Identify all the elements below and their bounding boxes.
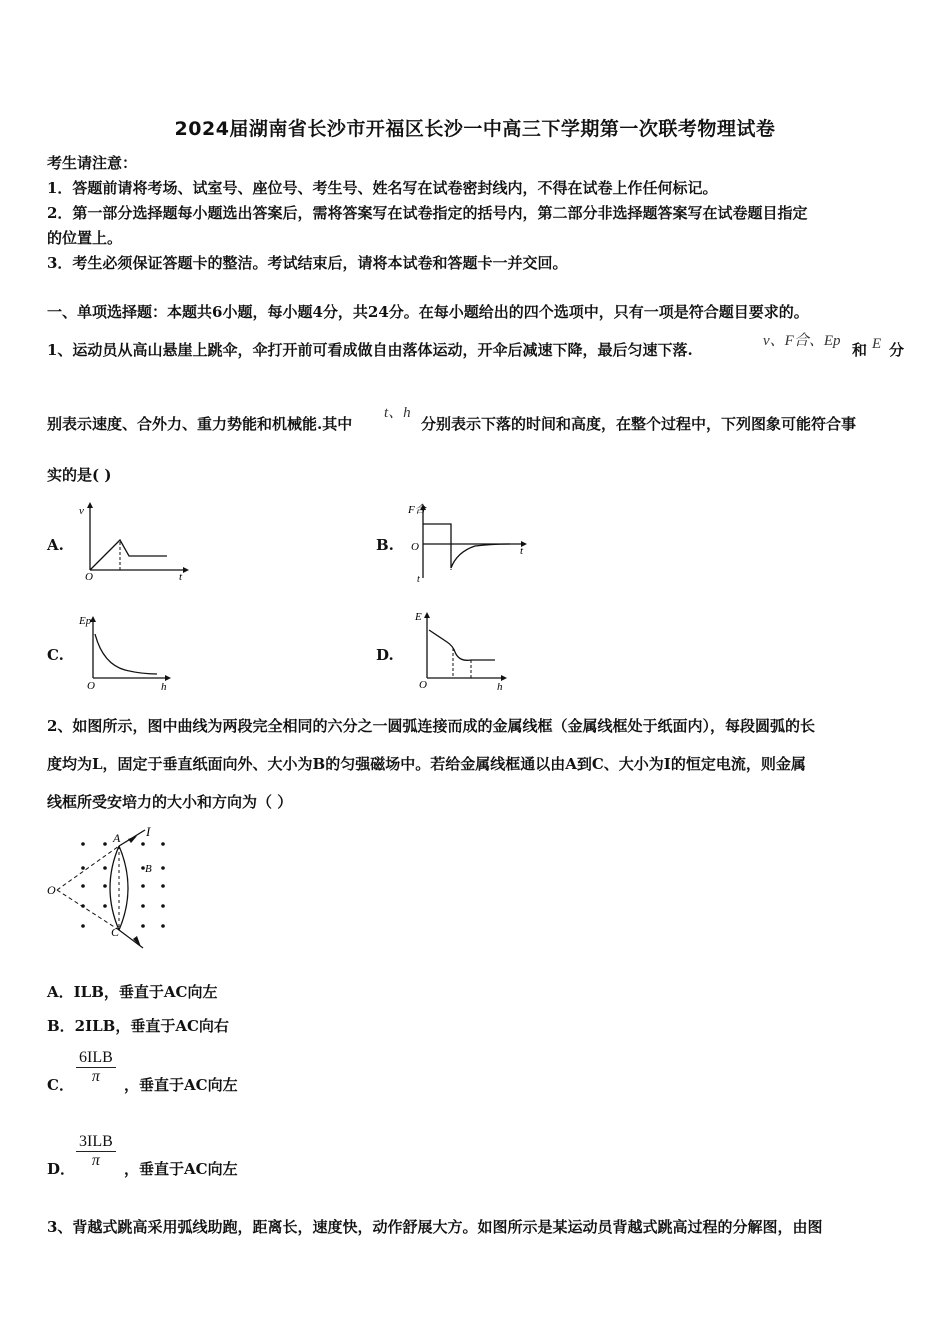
q1-line-2b: 分别表示下落的时间和高度，在整个过程中，下列图象可能符合事 <box>421 415 857 433</box>
graph-d <box>405 606 525 694</box>
graph-d-ylabel: E <box>415 611 422 623</box>
q2-option-c-tail: ，垂直于AC向左 <box>124 1076 238 1094</box>
graph-b-origin: O <box>411 541 419 553</box>
q1-line-2a: 别表示速度、合外力、重力势能和机械能.其中 <box>47 415 353 433</box>
graph-c-origin: O <box>87 680 95 692</box>
q2-option-a: A．ILB，垂直于AC向左 <box>47 983 218 1001</box>
graph-b-neg-label: t <box>417 574 420 585</box>
q2-line-1: 2、如图所示，图中曲线为两段完全相同的六分之一圆弧连接而成的金属线框（金属线框处于纸面内），每段圆弧的长 <box>47 717 815 735</box>
q2-option-c-label: C． <box>47 1076 74 1094</box>
q2-option-d-tail: ，垂直于AC向左 <box>124 1160 238 1178</box>
q2-option-d-den: π <box>91 1152 100 1169</box>
notice-item-2-cont: 的位置上。 <box>47 229 123 247</box>
graph-b <box>405 498 535 588</box>
graph-a-origin: O <box>85 571 93 583</box>
q1-option-b-label: B. <box>376 536 394 554</box>
q2-fig-i: I <box>146 824 151 839</box>
graph-a <box>75 500 195 585</box>
q2-line-3: 线框所受安培力的大小和方向为（ ） <box>47 793 293 811</box>
q1-line-3: 实的是( ) <box>47 466 112 484</box>
notice-item-1: 1．答题前请将考场、试室号、座位号、考生号、姓名写在试卷密封线内，不得在试卷上作任何标记。 <box>47 179 718 197</box>
q1-option-d-label: D. <box>376 646 394 664</box>
graph-c-xlabel: h <box>161 681 167 693</box>
q2-fig-c: C <box>111 925 120 939</box>
q2-line-2: 度均为L，固定于垂直纸面向外、大小为B的匀强磁场中。若给金属线框通以由A到C、大小为I的恒定电流，则金属 <box>47 755 806 773</box>
q2-option-c-den: π <box>91 1068 100 1085</box>
q1-symbols-th: t、h <box>384 405 411 421</box>
q2-option-d-num: 3ILB <box>76 1133 116 1152</box>
q2-fig-b: B <box>145 863 152 875</box>
graph-c <box>75 608 195 693</box>
graph-d-origin: O <box>419 679 427 691</box>
q2-figure <box>45 822 175 952</box>
page-title: 2024届湖南省长沙市开福区长沙一中高三下学期第一次联考物理试卷 <box>174 118 776 140</box>
q1-symbols: v、F合、Ep <box>763 333 841 349</box>
graph-d-xlabel: h <box>497 681 503 693</box>
graph-b-ylabel: F合 <box>408 504 426 516</box>
q1-fen: 分 <box>889 341 905 359</box>
graph-a-xlabel: t <box>179 571 183 583</box>
q2-option-d-label: D． <box>47 1160 76 1178</box>
graph-a-ylabel: v <box>79 505 84 517</box>
notice-item-2: 2．第一部分选择题每小题选出答案后，需将答案写在试卷指定的括号内，第二部分非选择题答案写在试卷题目指定 <box>47 204 808 222</box>
q2-option-c-num: 6ILB <box>76 1049 116 1068</box>
q1-option-a-label: A. <box>47 536 64 554</box>
q1-option-c-label: C. <box>47 646 64 664</box>
q3-line-1: 3、背越式跳高采用弧线助跑，距离长，速度快，动作舒展大方。如图所示是某运动员背越式跳高过程的分解图，由图 <box>47 1218 823 1236</box>
graph-c-ylabel: Ep <box>79 615 92 627</box>
q2-fig-a: A <box>113 831 121 845</box>
q1-line-1: 1、运动员从高山悬崖上跳伞，伞打开前可看成做自由落体运动，开伞后减速下降，最后匀速下落. <box>47 341 693 359</box>
q2-option-b: B．2ILB，垂直于AC向右 <box>47 1017 229 1035</box>
q1-symbol-e: E <box>872 336 882 352</box>
section-heading: 一、单项选择题：本题共6小题，每小题4分，共24分。在每小题给出的四个选项中，只有一项是符合题目要求的。 <box>47 303 809 321</box>
notice-item-3: 3．考生必须保证答题卡的整洁。考试结束后，请将本试卷和答题卡一并交回。 <box>47 254 568 272</box>
q2-option-d-fraction <box>76 1133 116 1170</box>
q2-fig-o: O <box>47 883 56 897</box>
q1-and: 和 <box>852 341 868 359</box>
q2-option-c-fraction <box>76 1049 116 1086</box>
graph-b-xlabel: t <box>520 545 524 557</box>
notice-heading: 考生请注意： <box>47 154 138 172</box>
